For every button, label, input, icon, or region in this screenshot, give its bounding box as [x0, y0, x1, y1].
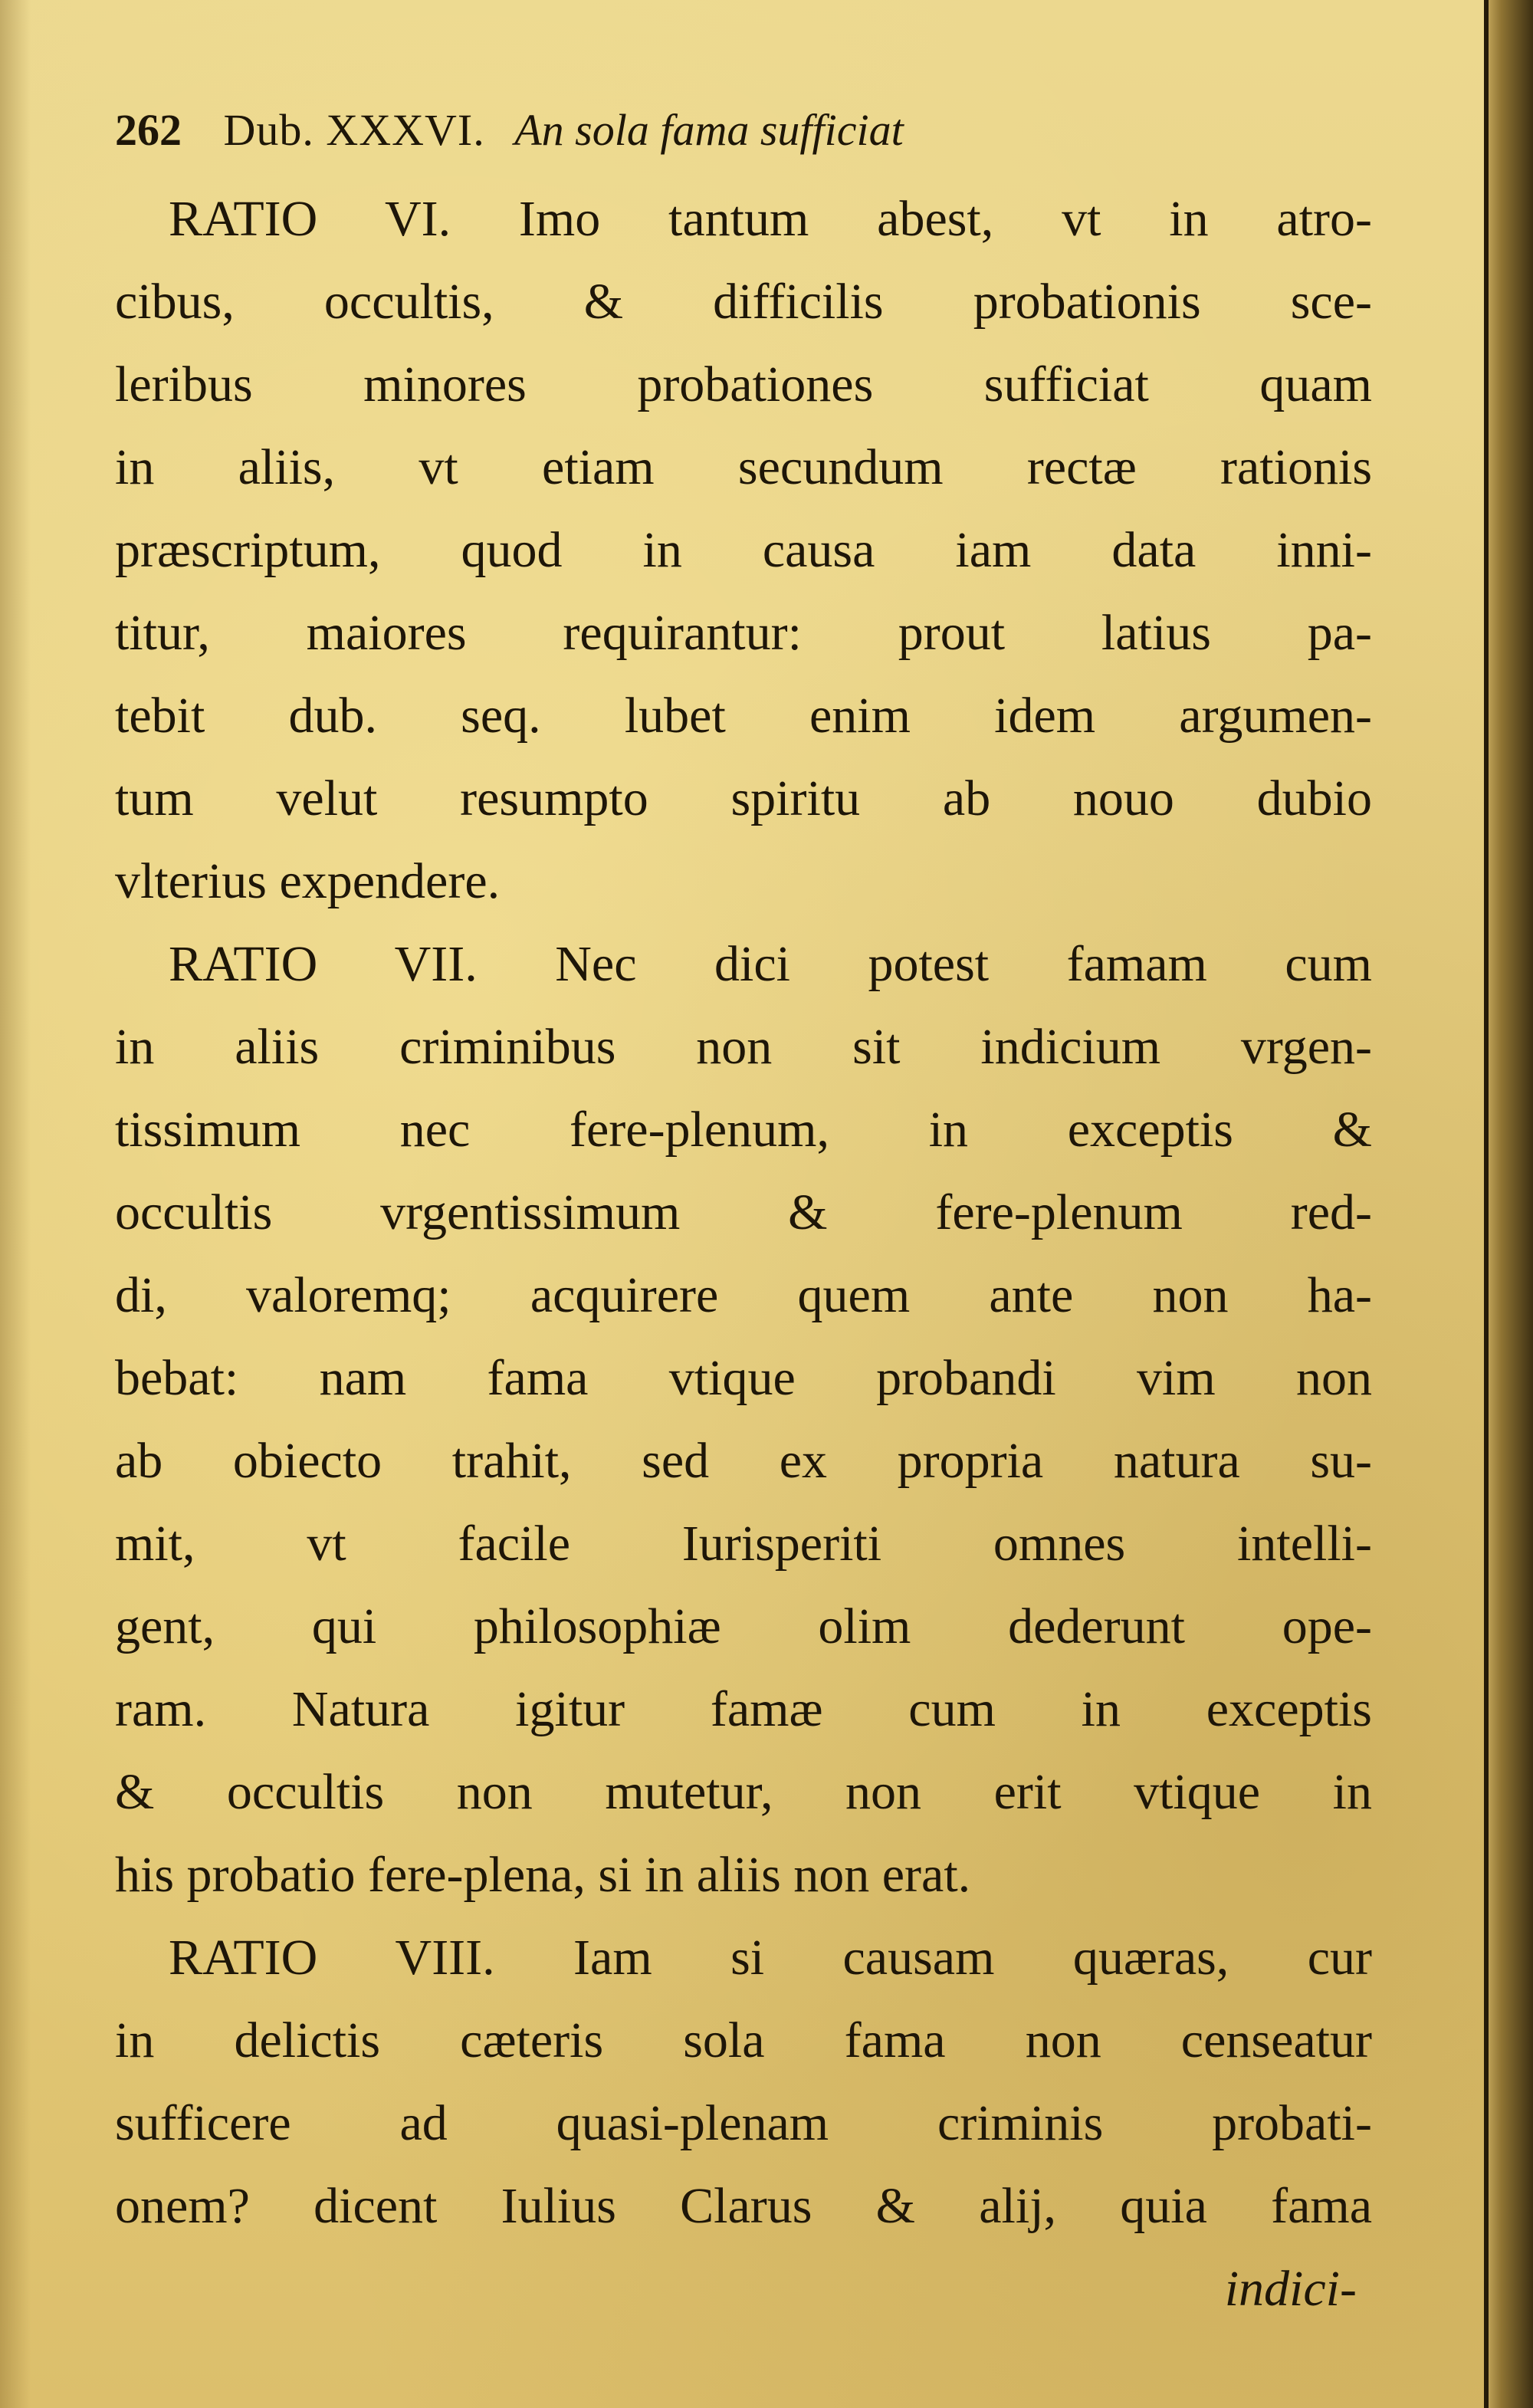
text-line: RATIO VIII. Iam si causam quæras, cur	[169, 1930, 1372, 1986]
text-line: cibus, occultis, & difficilis probationis sce-	[115, 274, 1372, 330]
text-line: sufficere ad quasi-plenam criminis probati-	[115, 2095, 1372, 2151]
text-line: RATIO VI. Imo tantum abest, vt in atro-	[169, 191, 1372, 247]
text-line: mit, vt facile Iurisperiti omnes intelli-	[115, 1516, 1372, 1572]
text-line: onem? dicent Iulius Clarus & alij, quia fama	[115, 2178, 1372, 2234]
text-line: leribus minores probationes sufficiat quam	[115, 356, 1372, 412]
dubium-number: Dub. XXXVI.	[223, 105, 485, 155]
page-edge-shadow	[0, 0, 31, 2408]
binding-gutter	[1484, 0, 1533, 2408]
text-line: in aliis, vt etiam secundum rectæ rationis	[115, 439, 1372, 495]
text-line: RATIO VII. Nec dici potest famam cum	[169, 936, 1372, 992]
text-line: & occultis non mutetur, non erit vtique in	[115, 1764, 1372, 1820]
text-line: tebit dub. seq. lubet enim idem argumen-	[115, 688, 1372, 744]
running-header	[115, 100, 1372, 161]
text-line: his probatio fere-plena, si in aliis non erat.	[115, 1847, 971, 1903]
running-title: An sola fama sufficiat	[514, 105, 904, 155]
text-line: præscriptum, quod in causa iam data inni-	[115, 522, 1372, 578]
text-line: in aliis criminibus non sit indicium vrgen-	[115, 1019, 1372, 1075]
text-line: tissimum nec fere-plenum, in exceptis &	[115, 1102, 1372, 1158]
text-line: occultis vrgentissimum & fere-plenum red-	[115, 1184, 1372, 1240]
text-line: in delictis cæteris sola fama non censeatur	[115, 2012, 1372, 2068]
text-line: ram. Natura igitur famæ cum in exceptis	[115, 1681, 1372, 1737]
text-line: vlterius expendere.	[115, 853, 501, 909]
page-number: 262	[115, 105, 182, 155]
text-line: gent, qui philosophiæ olim dederunt ope-	[115, 1598, 1372, 1654]
text-line: bebat: nam fama vtique probandi vim non	[115, 1350, 1372, 1406]
text-line: tum velut resumpto spiritu ab nouo dubio	[115, 770, 1372, 826]
catchword: indici-	[1224, 2261, 1357, 2317]
gutter-rule	[1484, 0, 1489, 2408]
text-line: di, valoremq; acquirere quem ante non ha-	[115, 1267, 1372, 1323]
text-line: titur, maiores requirantur: prout latius pa-	[115, 605, 1372, 661]
text-line: ab obiecto trahit, sed ex propria natura su-	[115, 1433, 1372, 1489]
body-text	[115, 178, 1372, 2331]
